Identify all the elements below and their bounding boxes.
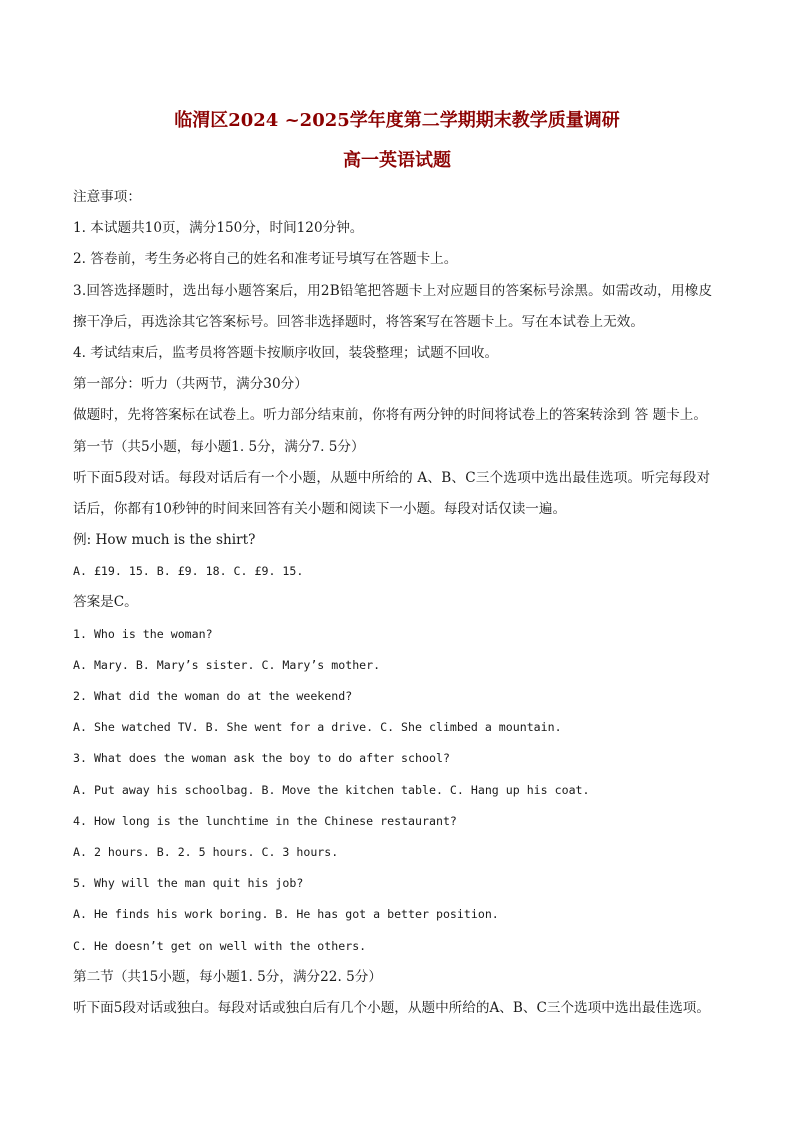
question-4-options: A. 2 hours. B. 2. 5 hours. C. 3 hours. <box>73 844 339 859</box>
question-3: 3. What does the woman ask the boy to do after school? <box>73 751 450 766</box>
notice-item-1: 1. 本试题共10页，满分150分，时间120分钟。 <box>73 220 364 237</box>
section-two-heading: 第二节（共15小题，每小题1. 5分，满分22. 5分） <box>73 968 382 985</box>
notice-item-3-line-1: 3.回答选择题时，选出每小题答案后，用2B铅笔把答题卡上对应题目的答案标号涂黑。如需改动，用橡皮 <box>73 282 713 299</box>
question-3-options: A. Put away his schoolbag. B. Move the kitchen table. C. Hang up his coat. <box>73 782 590 797</box>
section-two-instruction: 听下面5段对话或独白。每段对话或独白后有几个小题，从题中所给的A、B、C三个选项中选出最佳选项。 <box>73 999 710 1016</box>
section-one-instruction-line-1: 听下面5段对话。每段对话后有一个小题，从题中所给的 A、B、C三个选项中选出最佳选项。听完每段对 <box>73 469 711 486</box>
question-4: 4. How long is the lunchtime in the Chinese restaurant? <box>73 813 457 828</box>
question-1: 1. Who is the woman? <box>73 626 213 641</box>
notice-item-3-line-2: 擦干净后，再选涂其它答案标号。回答非选择题时，将答案写在答题卡上。写在本试卷上无效。 <box>73 313 644 330</box>
exam-title: 临渭区2024 ~2025学年度第二学期期末教学质量调研 <box>174 110 620 131</box>
part-one-instruction: 做题时，先将答案标在试卷上。听力部分结束前，你将有两分钟的时间将试卷上的答案转涂到 答 题卡上。 <box>73 407 707 424</box>
section-one-instruction-line-2: 话后，你都有10秒钟的时间来回答有关小题和阅读下一小题。每段对话仅读一遍。 <box>73 500 567 517</box>
question-2-options: A. She watched TV. B. She went for a drive. C. She climbed a mountain. <box>73 720 562 735</box>
example-answer: 答案是C。 <box>73 594 138 611</box>
notice-heading: 注意事项： <box>73 189 141 205</box>
question-5-options-line-1: A. He finds his work boring. B. He has got a better position. <box>73 907 499 922</box>
question-5-options-line-2: C. He doesn’t get on well with the others. <box>73 938 367 953</box>
question-5: 5. Why will the man quit his job? <box>73 876 304 891</box>
question-1-options: A. Mary. B. Mary’s sister. C. Mary’s mother. <box>73 657 381 672</box>
question-2: 2. What did the woman do at the weekend? <box>73 689 353 703</box>
example-question: 例: How much is the shirt? <box>73 532 256 549</box>
notice-item-4: 4. 考试结束后，监考员将答题卡按顺序收回，装袋整理；试题不回收。 <box>73 344 499 361</box>
exam-subtitle: 高一英语试题 <box>343 150 451 171</box>
notice-item-2: 2. 答卷前，考生务必将自己的姓名和准考证号填写在答题卡上。 <box>73 251 458 268</box>
section-one-heading: 第一节（共5小题，每小题1. 5分，满分7. 5分） <box>73 438 365 455</box>
part-one-heading: 第一部分：听力（共两节，满分30分） <box>73 376 308 393</box>
exam-body <box>73 182 733 1024</box>
example-options: A. £19. 15. B. £9. 18. C. £9. 15. <box>73 564 304 579</box>
